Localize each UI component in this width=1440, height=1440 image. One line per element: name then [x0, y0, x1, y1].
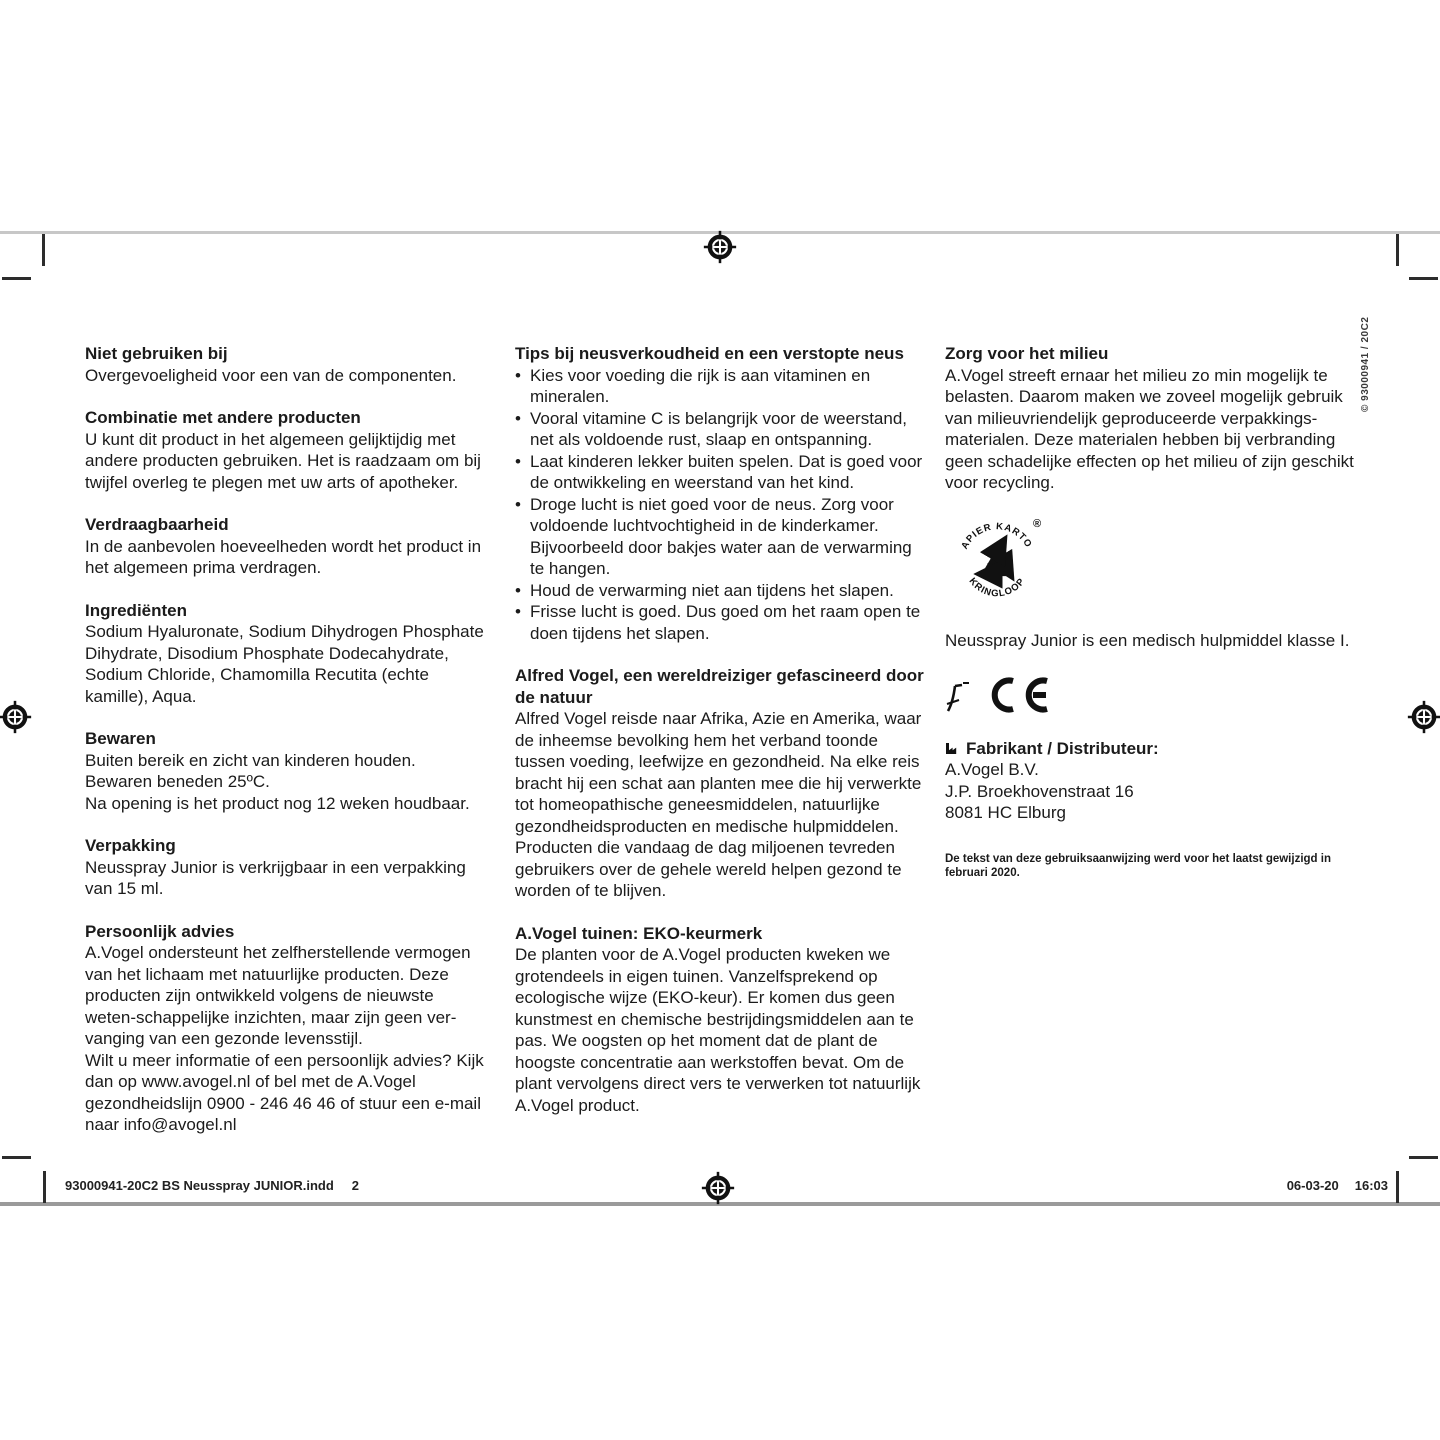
column-middle — [515, 343, 930, 1137]
footer-date: 06-03-20 — [1286, 1178, 1339, 1193]
section-heading: A.Vogel tuinen: EKO-keurmerk — [515, 923, 763, 943]
section-paragraph: Na opening is het product nog 12 weken houdbaar. — [85, 793, 470, 813]
tip-item: • Droge lucht is niet goed voor de neus. Zorg voor voldoende luchtvochtigheid in de kinderkamer. Bijvoorbeeld door bakjes water aan de verwarming te hangen. — [515, 494, 930, 580]
section-paragraph: A.Vogel streeft ernaar het milieu zo min mogelijk te belasten. Daarom maken we zoveel mogelijk gebruik van milieuvriendelijk geproduceerde verpakkings-materialen. Deze materialen hebben bij verbranding geen schadelijke effecten op het milieu of zijn geschikt voor recycling. — [945, 365, 1354, 492]
section-fabrikant — [945, 738, 1363, 824]
crop-mark — [2, 277, 31, 280]
crop-mark — [1409, 1156, 1438, 1159]
section-tuinen — [515, 923, 930, 1117]
tip-item: • Vooral vitamine C is belangrijk voor de weerstand, net als voldoende rust, slaap en ontspanning. — [515, 408, 930, 451]
section-paragraph: A.Vogel ondersteunt het zelfherstellende vermogen van het lichaam met natuurlijke producten. Deze producten zijn ontwikkeld volgens de nieuwste weten-schappelijke inzichten, maar zijn geen ver-vanging van een gezonde levensstijl. — [85, 943, 471, 1048]
column-right — [945, 343, 1363, 880]
section-persoonlijk-advies — [85, 921, 487, 1136]
footer-time: 16:03 — [1354, 1178, 1388, 1193]
section-heading: Niet gebruiken bij — [85, 344, 228, 363]
registration-mark-icon — [1407, 700, 1440, 734]
section-heading: Ingrediënten — [85, 600, 188, 620]
section-verdraagbaarheid — [85, 514, 487, 579]
factory-icon — [945, 740, 960, 755]
section-alfred-vogel — [515, 665, 930, 902]
address-line: 8081 HC Elburg — [945, 803, 1066, 822]
registration-mark-icon — [0, 700, 32, 734]
tip-item: • Kies voor voeding die rijk is aan vitaminen en mineralen. — [515, 365, 930, 408]
svg-text:PAPIER KARTON: PAPIER KARTON — [959, 520, 1035, 566]
footer-page-number: 2 — [351, 1178, 360, 1193]
section-paragraph: U kunt dit product in het algemeen gelijktijdig met andere producten gebruiken. Het is raadzaam om bij twijfel overleg te plegen met uw arts of apotheker. — [85, 429, 481, 492]
section-heading: Tips bij neusverkoudheid en een verstopte neus — [515, 344, 904, 363]
ce-mark-icon — [985, 676, 1051, 714]
tip-item: • Laat kinderen lekker buiten spelen. Dat is goed voor de ontwikkeling en weerstand van het kind. — [515, 451, 930, 494]
registration-mark-icon — [703, 230, 737, 264]
tips-list — [515, 365, 930, 645]
section-combinatie — [85, 407, 487, 493]
section-verpakking — [85, 835, 487, 900]
device-class-statement: Neusspray Junior is een medisch hulpmiddel klasse I. — [945, 631, 1350, 650]
section-paragraph: Sodium Hyaluronate, Sodium Dihydrogen Phosphate Dihydrate, Disodium Phosphate Dodecahydrate, Sodium Chloride, Chamomilla Recutita (echte kamille), Aqua. — [85, 622, 484, 706]
section-heading: Alfred Vogel, een wereldreiziger gefascineerd door de natuur — [515, 666, 924, 707]
crop-mark — [1396, 234, 1399, 266]
section-heading: Persoonlijk advies — [85, 921, 235, 941]
section-paragraph: Bewaren beneden 25ºC. — [85, 772, 270, 791]
registered-trademark-symbol: ® — [1033, 517, 1042, 530]
section-paragraph: Neusspray Junior is verkrijgbaar in een verpakking van 15 ml. — [85, 857, 466, 898]
section-bewaren — [85, 728, 487, 814]
footer-filename: 93000941-20C2 BS Neusspray JUNIOR.indd — [65, 1178, 334, 1193]
section-heading: Verpakking — [85, 836, 176, 855]
section-milieu — [945, 343, 1363, 494]
column-left — [85, 343, 487, 1157]
section-ingredienten — [85, 600, 487, 708]
print-run-code: © 93000941 / 20C2 — [1360, 316, 1371, 412]
section-heading: Bewaren — [85, 729, 156, 748]
crop-mark — [2, 1156, 31, 1159]
section-paragraph: De planten voor de A.Vogel producten kweken we grotendeels in eigen tuinen. Vanzelfsprekend op ecologische wijze (EKO-keur). Er komen dus geen kunstmest en chemische bestrijdingsmiddelen aan te pas. We oogsten op het moment dat de plant de hoogste concentratie aan werkstoffen bevat. Om de plant vervolgens direct vers te verwerken tot natuurlijk A.Vogel product. — [515, 945, 921, 1115]
section-niet-gebruiken — [85, 343, 487, 386]
section-heading: Combinatie met andere producten — [85, 408, 361, 427]
recycle-icon — [945, 515, 1049, 611]
section-heading: Verdraagbaarheid — [85, 515, 229, 534]
crop-mark — [42, 234, 45, 266]
section-paragraph: Overgevoeligheid voor een van de componenten. — [85, 365, 457, 385]
svg-text:KRINGLOOP: KRINGLOOP — [966, 575, 1028, 599]
section-paragraph: Alfred Vogel reisde naar Afrika, Azie en Amerika, waar de inheemse bevolking hem het verband toonde tussen voeding, leefwijze en gezondheid. Na elke reis bracht hij een schat aan planten mee die hij verwerkte tot homeopathische geneesmiddelen, natuurlijke gezondheidsproducten en medische hulpmiddelen. Producten die vandaag de dag miljoenen tevreden gebruikers over de gehele wereld helpen gezond te worden of te blijven. — [515, 709, 922, 900]
address-line: J.P. Broekhovenstraat 16 — [945, 781, 1134, 801]
paper-recycling-logo — [945, 515, 1055, 617]
certification-row — [945, 674, 1363, 714]
footer-file-info — [65, 1178, 359, 1193]
tip-item: • Frisse lucht is goed. Dus goed om het raam open te doen tijdens het slapen. — [515, 601, 930, 644]
revision-note: De tekst van deze gebruiksaanwijzing werd voor het laatst gewijzigd in februari 2020. — [945, 852, 1331, 879]
crop-mark — [1409, 277, 1438, 280]
section-heading: Fabrikant / Distributeur: — [966, 738, 1159, 758]
section-paragraph: Wilt u meer informatie of een persoonlijk advies? Kijk dan op www.avogel.nl of bel met de A.Vogel gezondheidslijn 0900 - 246 46 46 of stuur een e-mail naar info@avogel.nl — [85, 1050, 484, 1134]
section-tips — [515, 343, 930, 644]
section-paragraph: Buiten bereik en zicht van kinderen houden. — [85, 750, 416, 770]
section-paragraph: In de aanbevolen hoeveelheden wordt het product in het algemeen prima verdragen. — [85, 536, 482, 577]
section-heading: Zorg voor het milieu — [945, 344, 1109, 363]
footer-timestamp — [1287, 1178, 1388, 1193]
address-line: A.Vogel B.V. — [945, 760, 1039, 779]
registration-mark-icon — [701, 1171, 735, 1205]
tip-item: • Houd de verwarming niet aan tijdens het slapen. — [515, 580, 930, 602]
crop-mark — [43, 1171, 46, 1203]
crop-mark — [1396, 1171, 1399, 1203]
brand-mark-icon — [945, 680, 971, 714]
